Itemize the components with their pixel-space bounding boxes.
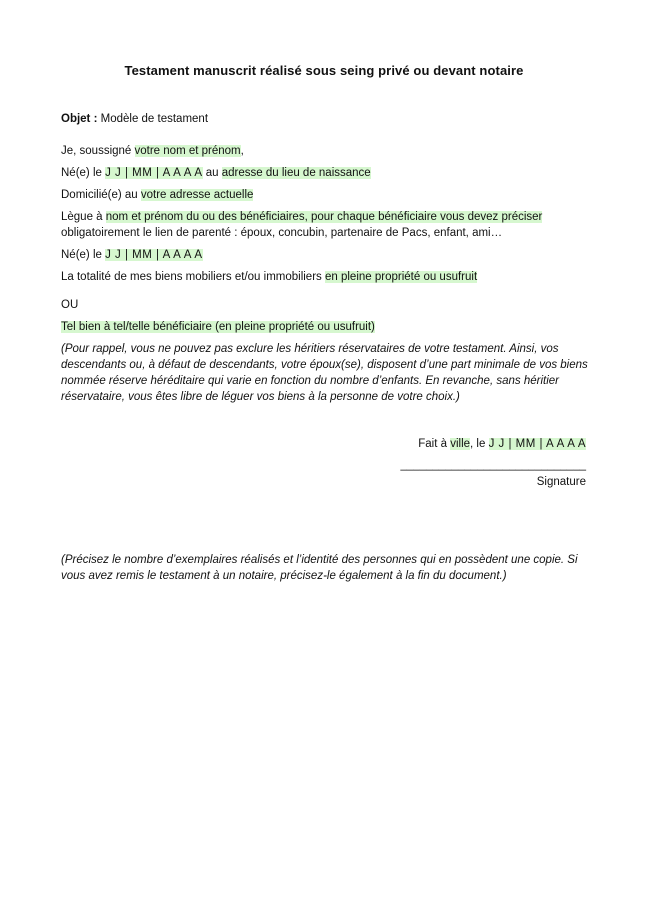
naissance-line (61, 165, 371, 181)
beneficiary-birth-prefix: Né(e) le (61, 249, 106, 261)
birth-place-field[interactable]: adresse du lieu de naissance (221, 167, 371, 179)
naissance-middle: au (202, 167, 222, 179)
totalite-prefix: La totalité de mes biens mobiliers et/ou immobiliers (61, 271, 325, 283)
ownership-field[interactable]: en pleine propriété ou usufruit (324, 271, 478, 283)
signature-label: Signature (536, 476, 586, 488)
address-field[interactable]: votre adresse actuelle (140, 189, 254, 201)
beneficiary-field[interactable]: nom et prénom du ou des bénéficiaires, pour chaque bénéficiaire vous devez préciser (105, 211, 543, 223)
soussigne-prefix: Je, soussigné (61, 145, 135, 157)
soussigne-line (61, 143, 244, 159)
domicile-prefix: Domicilié(e) au (61, 189, 141, 201)
birth-date-field[interactable]: J J | MM | A A A A (105, 167, 203, 179)
beneficiary-birth-line (61, 247, 203, 263)
ou-line: OU (61, 299, 79, 311)
tel-bien-line (61, 319, 375, 335)
legue-line (61, 209, 542, 225)
soussigne-suffix: , (240, 145, 244, 157)
objet-label: Objet : (61, 113, 98, 125)
rappel-paragraph: (Pour rappel, vous ne pouvez pas exclure les héritiers réservataires de votre testament. Ainsi, vos descendants ou, à défaut de descendants, votre époux(se), disposent d’une part minimale de vos biens nommée réserve héréditaire qui varie en fonction du nombre d’enfants. En revanche, sans héritier réservataire, vous êtes libre de léguer vos biens à la personne de votre choix.) (61, 343, 588, 403)
legue-continuation: obligatoirement le lien de parenté : époux, concubin, partenaire de Pacs, enfant, ami… (61, 227, 503, 239)
document-title: Testament manuscrit réalisé sous seing privé ou devant notaire (124, 63, 524, 78)
precisez-paragraph: (Précisez le nombre d’exemplaires réalisés et l’identité des personnes qui en possèdent une copie. Si vous avez remis le testament à un notaire, précisez-le également à la fin du document.) (61, 554, 578, 582)
legue-prefix: Lègue à (61, 211, 106, 223)
fait-middle: , le (470, 438, 489, 450)
fait-line (418, 436, 586, 452)
signing-date-field[interactable]: J J | MM | A A A A (488, 438, 586, 450)
totalite-line (61, 269, 477, 285)
naissance-prefix: Né(e) le (61, 167, 106, 179)
name-field[interactable]: votre nom et prénom (134, 145, 241, 157)
fait-prefix: Fait à (418, 438, 451, 450)
signature-line: _____________________________ (400, 459, 586, 471)
objet-line (61, 111, 208, 127)
objet-value: Modèle de testament (100, 113, 209, 125)
city-field[interactable]: ville (450, 438, 471, 450)
tel-bien-field[interactable]: Tel bien à tel/telle bénéficiaire (en pleine propriété ou usufruit) (61, 321, 375, 333)
beneficiary-birth-date-field[interactable]: J J | MM | A A A A (105, 249, 203, 261)
domicile-line (61, 187, 253, 203)
